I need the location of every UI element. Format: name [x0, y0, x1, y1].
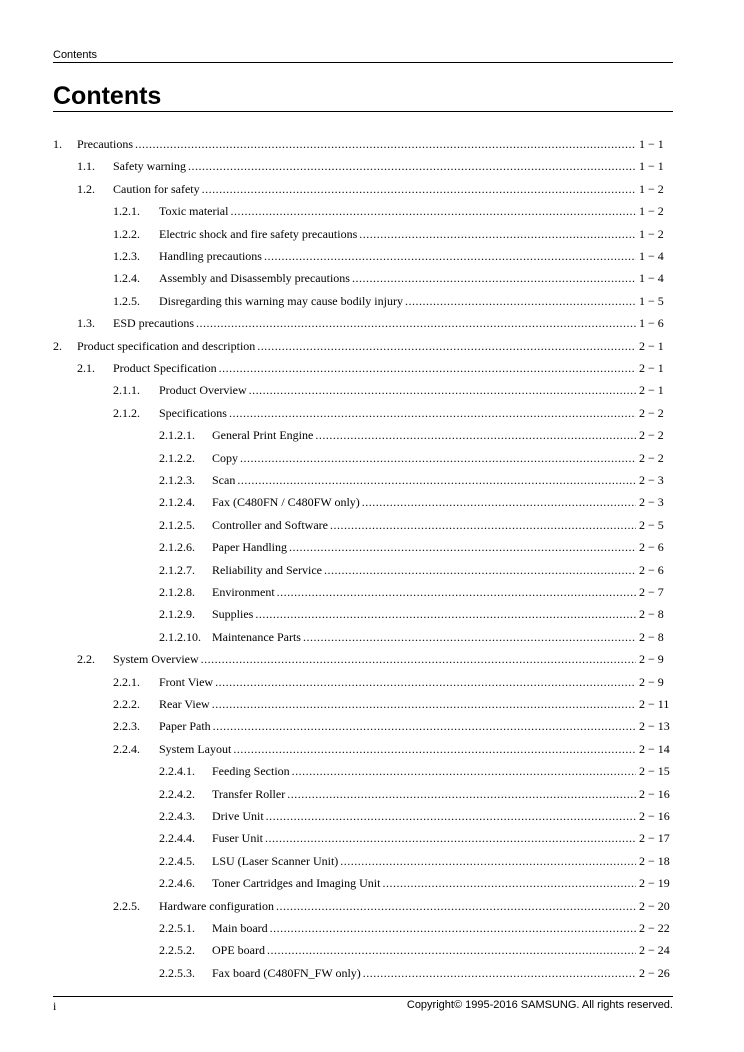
toc-dot-leader — [363, 966, 636, 981]
toc-entry-page: 2 − 6 — [639, 562, 664, 577]
toc-entry-title: OPE board — [212, 943, 265, 958]
toc-entry-title: Caution for safety — [113, 181, 200, 196]
toc-dot-leader — [303, 630, 636, 645]
toc-entry-number: 2.2.5.3. — [159, 965, 195, 980]
toc-entry[interactable] — [77, 182, 673, 198]
toc-entry-number: 2.2.4.2. — [159, 786, 195, 801]
toc-dot-leader — [233, 742, 636, 757]
toc-dot-leader — [405, 294, 636, 309]
toc-entry-page: 2 − 3 — [639, 495, 664, 510]
toc-dot-leader — [276, 899, 636, 914]
toc-dot-leader — [196, 316, 636, 331]
toc-entry[interactable] — [113, 227, 673, 243]
toc-entry[interactable] — [159, 473, 673, 489]
toc-entry-number: 2.1.2.1. — [159, 428, 195, 443]
toc-dot-leader — [324, 563, 636, 578]
toc-entry-title: Feeding Section — [212, 764, 290, 779]
toc-dot-leader — [215, 675, 636, 690]
toc-entry-title: Toner Cartridges and Imaging Unit — [212, 876, 381, 891]
toc-dot-leader — [292, 764, 636, 779]
toc-dot-leader — [201, 652, 636, 667]
toc-entry[interactable] — [159, 787, 673, 803]
toc-entry-title: Handling precautions — [159, 249, 262, 263]
toc-entry-number: 2.2.5.1. — [159, 921, 195, 935]
toc-entry-title: Reliability and Service — [212, 562, 322, 577]
toc-entry-page: 2 − 16 — [639, 809, 670, 823]
toc-entry[interactable] — [113, 742, 673, 758]
toc-dot-leader — [270, 921, 636, 936]
toc-entry-number: 1.2.2. — [113, 226, 140, 241]
footer-page-number: i — [53, 999, 57, 1013]
toc-entry-number: 2.2.4.1. — [159, 764, 195, 779]
toc-dot-leader — [267, 943, 636, 958]
toc-entry-page: 1 − 2 — [639, 204, 664, 219]
toc-entry-number: 2.1.2.7. — [159, 562, 195, 577]
toc-dot-leader — [265, 831, 636, 846]
toc-entry-page: 2 − 9 — [639, 652, 664, 667]
toc-entry-page: 1 − 2 — [639, 181, 664, 196]
toc-entry-title: Maintenance Parts — [212, 629, 301, 644]
toc-entry-title: Product Specification — [113, 361, 217, 375]
toc-entry-number: 2.1.2.4. — [159, 495, 195, 510]
toc-entry-page: 1 − 1 — [639, 159, 664, 174]
toc-entry[interactable] — [77, 159, 673, 175]
toc-entry[interactable] — [159, 943, 673, 959]
toc-dot-leader — [230, 204, 636, 219]
toc-dot-leader — [340, 854, 636, 869]
toc-entry-number: 2.1.2.10. — [159, 629, 201, 644]
toc-entry-title: Fuser Unit — [212, 831, 263, 846]
toc-entry-page: 2 − 11 — [639, 697, 670, 711]
toc-entry[interactable] — [113, 719, 673, 735]
toc-dot-leader — [240, 451, 636, 466]
toc-entry-number: 2.2.4.6. — [159, 876, 195, 891]
toc-entry-number: 2.2.4.5. — [159, 853, 195, 868]
toc-entry-number: 1. — [53, 137, 62, 151]
toc-entry-title: Front View — [159, 674, 214, 689]
toc-dot-leader — [287, 787, 636, 802]
toc-entry-title: Product specification and description — [77, 338, 256, 353]
toc-entry-number: 1.2.3. — [113, 249, 140, 263]
running-header: Contents — [53, 49, 98, 61]
toc-entry-number: 1.2.5. — [113, 293, 140, 308]
toc-entry-page: 2 − 24 — [639, 943, 670, 958]
toc-entry-number: 1.2.4. — [113, 271, 140, 286]
toc-entry[interactable] — [113, 406, 673, 422]
toc-entry-number: 2.2.4. — [113, 741, 140, 756]
toc-dot-leader — [202, 182, 636, 197]
toc-entry-title: Product Overview — [159, 383, 247, 398]
toc-dot-leader — [330, 518, 636, 533]
toc-entry-title: LSU (Laser Scanner Unit) — [212, 853, 339, 868]
toc-entry-number: 2.1.2.9. — [159, 607, 195, 622]
toc-dot-leader — [188, 159, 636, 174]
toc-entry-title: Toxic material — [159, 204, 229, 219]
toc-entry-page: 2 − 1 — [639, 338, 664, 353]
toc-entry-title: Fax board (C480FN_FW only) — [212, 965, 361, 980]
toc-entry-number: 2.2. — [77, 652, 95, 667]
toc-dot-leader — [135, 137, 636, 152]
toc-entry-title: Electric shock and fire safety precautions — [159, 226, 358, 241]
toc-entry[interactable] — [159, 809, 673, 825]
toc-entry-title: Hardware configuration — [159, 898, 274, 913]
page-title: Contents — [53, 82, 162, 110]
toc-entry-number: 2.1.2.6. — [159, 540, 195, 555]
toc-entry-page: 2 − 19 — [639, 876, 670, 891]
toc-entry[interactable] — [113, 204, 673, 220]
toc-entry-page: 2 − 20 — [639, 898, 670, 913]
toc-dot-leader — [266, 809, 636, 824]
toc-entry-page: 2 − 18 — [639, 853, 670, 868]
toc-entry[interactable] — [159, 451, 673, 467]
toc-entry-number: 2.2.3. — [113, 719, 140, 734]
toc-dot-leader — [213, 719, 636, 734]
toc-entry-title: Rear View — [159, 697, 210, 711]
toc-entry-title: Drive Unit — [212, 809, 264, 823]
toc-entry[interactable] — [53, 137, 673, 153]
toc-entry-title: Scan — [212, 473, 236, 487]
toc-dot-leader — [277, 585, 636, 600]
toc-entry-page: 2 − 9 — [639, 674, 664, 689]
toc-entry-page: 2 − 2 — [639, 428, 664, 443]
toc-entry-title: ESD precautions — [113, 316, 194, 331]
toc-entry[interactable] — [77, 316, 673, 332]
toc-entry-title: Precautions — [77, 137, 133, 151]
toc-dot-leader — [382, 876, 636, 891]
toc-entry-number: 2.2.4.4. — [159, 831, 195, 846]
toc-entry[interactable] — [159, 540, 673, 556]
toc-entry-title: Safety warning — [113, 159, 186, 174]
toc-entry-page: 2 − 3 — [639, 473, 664, 487]
toc-entry[interactable] — [113, 899, 673, 915]
toc-entry[interactable] — [159, 764, 673, 780]
toc-entry-page: 2 − 2 — [639, 450, 664, 465]
toc-entry-title: Paper Handling — [212, 540, 287, 555]
toc-entry-title: Disregarding this warning may cause bodily injury — [159, 293, 403, 308]
toc-entry-page: 2 − 13 — [639, 719, 670, 734]
toc-entry[interactable] — [113, 697, 673, 713]
toc-entry-page: 2 − 6 — [639, 540, 664, 555]
toc-dot-leader — [257, 339, 636, 354]
toc-entry[interactable] — [159, 607, 673, 623]
toc-dot-leader — [237, 473, 636, 488]
toc-entry-page: 1 − 2 — [639, 226, 664, 241]
toc-entry[interactable] — [77, 361, 673, 377]
toc-entry[interactable] — [159, 563, 673, 579]
toc-dot-leader — [219, 361, 636, 376]
toc-dot-leader — [362, 495, 636, 510]
toc-entry-title: Paper Path — [159, 719, 211, 734]
toc-entry-title: System Layout — [159, 741, 232, 756]
toc-dot-leader — [315, 428, 636, 443]
toc-dot-leader — [255, 607, 636, 622]
toc-dot-leader — [264, 249, 636, 264]
toc-entry-page: 2 − 22 — [639, 921, 670, 935]
toc-entry[interactable] — [113, 675, 673, 691]
toc-entry-page: 2 − 8 — [639, 629, 664, 644]
toc-entry[interactable] — [159, 428, 673, 444]
toc-entry-page: 2 − 5 — [639, 517, 664, 532]
toc-entry-number: 2.1.2.8. — [159, 585, 195, 599]
toc-entry-page: 2 − 7 — [639, 585, 664, 599]
toc-entry-page: 2 − 8 — [639, 607, 664, 622]
toc-entry-page: 2 − 1 — [639, 383, 664, 398]
toc-dot-leader — [249, 383, 636, 398]
toc-entry-title: Main board — [212, 921, 268, 935]
toc-entry-number: 2. — [53, 338, 62, 353]
toc-entry-number: 2.2.5.2. — [159, 943, 195, 958]
toc-entry-page: 1 − 4 — [639, 249, 664, 263]
toc-entry-page: 1 − 6 — [639, 316, 664, 331]
toc-entry-title: Transfer Roller — [212, 786, 286, 801]
toc-entry-number: 2.2.2. — [113, 697, 140, 711]
toc-entry-title: Supplies — [212, 607, 254, 622]
toc-entry-title: Controller and Software — [212, 517, 328, 532]
toc-entry[interactable] — [113, 383, 673, 399]
toc-entry-page: 1 − 5 — [639, 293, 664, 308]
toc-entry-title: Specifications — [159, 405, 227, 420]
toc-entry-number: 1.1. — [77, 159, 95, 174]
toc-entry-page: 2 − 15 — [639, 764, 670, 779]
toc-entry[interactable] — [159, 831, 673, 847]
toc-entry-title: Environment — [212, 585, 275, 599]
toc-entry-page: 1 − 4 — [639, 271, 664, 286]
toc-entry[interactable] — [159, 585, 673, 601]
toc-dot-leader — [289, 540, 636, 555]
toc-entry[interactable] — [113, 294, 673, 310]
toc-entry-page: 2 − 1 — [639, 361, 664, 375]
toc-entry-page: 2 − 2 — [639, 405, 664, 420]
toc-entry-number: 1.2.1. — [113, 204, 140, 219]
toc-dot-leader — [212, 697, 636, 712]
toc-entry-number: 1.3. — [77, 316, 95, 331]
toc-dot-leader — [229, 406, 636, 421]
toc-entry[interactable] — [159, 966, 673, 982]
toc-entry-title: Fax (C480FN / C480FW only) — [212, 495, 360, 510]
toc-entry-title: Assembly and Disassembly precautions — [159, 271, 350, 286]
toc-entry-page: 2 − 26 — [639, 965, 670, 980]
toc-entry-number: 2.1.2.2. — [159, 450, 195, 465]
toc-entry-title: Copy — [212, 450, 239, 465]
toc-entry[interactable] — [159, 630, 673, 646]
toc-entry-number: 2.1.2.3. — [159, 473, 195, 487]
toc-dot-leader — [352, 271, 636, 286]
toc-entry-number: 2.1. — [77, 361, 95, 375]
toc-entry-number: 2.1.1. — [113, 383, 140, 398]
toc-entry[interactable] — [113, 249, 673, 265]
toc-entry-number: 1.2. — [77, 181, 95, 196]
toc-entry[interactable] — [113, 271, 673, 287]
toc-entry[interactable] — [77, 652, 673, 668]
toc-entry-title: General Print Engine — [212, 428, 314, 443]
toc-entry[interactable] — [159, 921, 673, 937]
toc-entry-page: 2 − 16 — [639, 786, 670, 801]
toc-entry-number: 2.1.2.5. — [159, 517, 195, 532]
toc-entry[interactable] — [159, 854, 673, 870]
toc-entry-page: 2 − 17 — [639, 831, 670, 846]
toc-entry-number: 2.2.1. — [113, 674, 140, 689]
toc-entry[interactable] — [159, 518, 673, 534]
toc-entry-page: 2 − 14 — [639, 741, 670, 756]
toc-entry-number: 2.1.2. — [113, 405, 140, 420]
toc-entry[interactable] — [53, 339, 673, 355]
toc-entry[interactable] — [159, 876, 673, 892]
toc-entry-page: 1 − 1 — [639, 137, 664, 151]
toc-entry-title: System Overview — [113, 652, 199, 667]
footer-copyright: Copyright© 1995-2016 SAMSUNG. All rights reserved. — [406, 999, 673, 1011]
toc-dot-leader — [359, 227, 636, 242]
toc-entry[interactable] — [159, 495, 673, 511]
footer-rule — [53, 996, 673, 997]
toc-entry-number: 2.2.5. — [113, 898, 140, 913]
toc-entry-number: 2.2.4.3. — [159, 809, 195, 823]
